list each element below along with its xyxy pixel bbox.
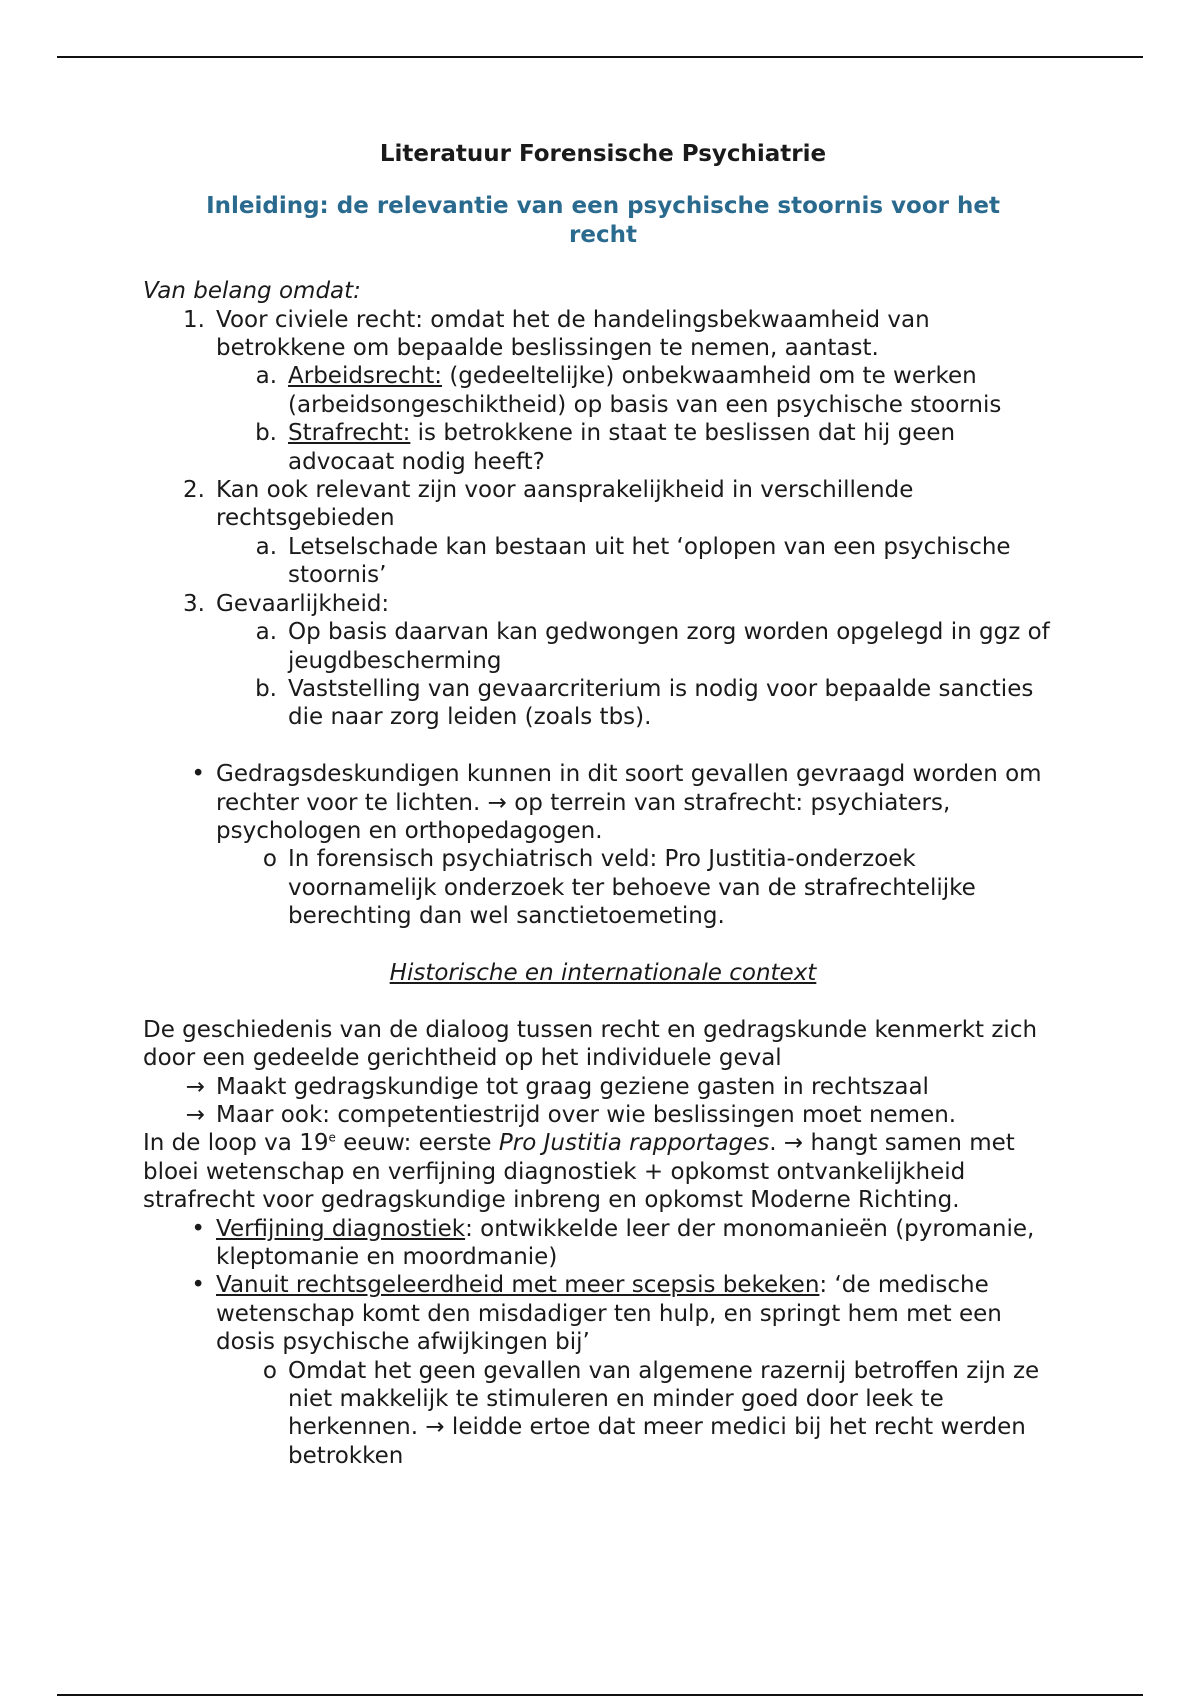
list-text: Voor civiele recht: omdat het de handelingsbekwaamheid van betrokkene om bepaalde beslissingen te nemen, aantast. — [216, 306, 930, 362]
sub-item-3b — [143, 675, 1063, 732]
list-marker: b. — [255, 675, 277, 702]
sub-item-3a — [143, 618, 1063, 675]
bullet-item-rechtsgeleerdheid — [143, 1271, 1063, 1356]
bullet-marker: • — [191, 761, 205, 788]
bullet-text: Gedragsdeskundigen kunnen in dit soort gevallen gevraagd worden om rechter voor te lichten. — [216, 761, 1042, 816]
spacer — [143, 732, 1063, 760]
arrow-icon: → — [487, 789, 507, 816]
section-title-history: Historische en internationale context — [389, 959, 817, 986]
bullet-marker: • — [191, 1215, 205, 1242]
sub-item-text: Letselschade kan bestaan uit het ‘oplopen van een psychische stoornis’ — [288, 533, 1011, 589]
list-marker: a. — [255, 619, 277, 646]
sub-item-label: Strafrecht: — [288, 420, 411, 447]
list-text: Kan ook relevant zijn voor aansprakelijkheid in verschillende rechtsgebieden — [216, 477, 914, 532]
loop-text: In de loop va 19 — [143, 1130, 329, 1157]
arrow-icon: → — [185, 1073, 205, 1100]
sub-bullet-pro-justitia — [143, 845, 1063, 930]
sub-item-2a — [143, 533, 1063, 590]
document-page — [143, 140, 1063, 1470]
bullet-label: Verfijning diagnostiek — [216, 1215, 466, 1242]
bullet-text: : ‘de medische wetenschap komt den misdadiger ten hulp, en springt hem met een dosis psychische afwijkingen bij’ — [216, 1272, 1002, 1356]
numbered-item-1 — [143, 306, 1063, 363]
list-marker: 2. — [183, 477, 205, 504]
numbered-item-3 — [143, 590, 1063, 618]
bullet-label: Vanuit rechtsgeleerdheid met meer scepsis bekeken — [216, 1272, 820, 1299]
sub-bullet-marker: o — [262, 1357, 277, 1384]
arrow-item-2 — [143, 1101, 1063, 1129]
sub-bullet-marker: o — [262, 846, 277, 873]
bullet-item-gedragsdeskundigen — [143, 760, 1063, 845]
numbered-item-2 — [143, 476, 1063, 533]
sub-bullet-text: In forensisch psychiatrisch veld: Pro Justitia-onderzoek voornamelijk onderzoek ter behoeve van de strafrechtelijke berechting dan wel sanctietoemeting. — [288, 846, 976, 930]
top-rule — [57, 56, 1143, 58]
list-marker: 1. — [183, 306, 205, 333]
history-paragraph: De geschiedenis van de dialoog tussen recht en gedragskunde kenmerkt zich door een gedeelde gerichtheid op het individuele geval — [143, 1016, 1038, 1072]
arrow-icon: → — [425, 1414, 445, 1441]
list-marker: b. — [255, 420, 277, 447]
bottom-rule — [57, 1694, 1143, 1696]
arrow-item-1 — [143, 1073, 1063, 1101]
superscript: e — [328, 1130, 336, 1145]
sub-bullet-text-cont: leidde ertoe dat meer medici bij het recht werden betrokken — [288, 1414, 1026, 1469]
loop-text: . — [769, 1130, 784, 1157]
bullet-marker: • — [191, 1272, 205, 1299]
loop-paragraph — [143, 1129, 1063, 1214]
arrow-item-text: Maar ook: competentiestrijd over wie beslissingen moet nemen. — [216, 1101, 957, 1128]
bullet-text-cont: op terrein van strafrecht: psychiaters, psychologen en orthopedagogen. — [216, 789, 951, 844]
arrow-item-text: Maakt gedragskundige tot graag geziene gasten in rechtszaal — [216, 1073, 929, 1100]
list-marker: 3. — [183, 590, 205, 617]
spacer — [143, 987, 1063, 1015]
loop-text: eeuw: eerste — [335, 1130, 499, 1157]
loop-text: hangt samen met bloei wetenschap en verfijning diagnostiek + opkomst ontvankelijkheid strafrecht voor gedragskundige inbreng en opkomst Moderne Richting. — [143, 1130, 1015, 1214]
arrow-icon: → — [783, 1130, 804, 1157]
sub-item-label: Arbeidsrecht: — [288, 363, 443, 390]
arrow-icon: → — [185, 1101, 205, 1128]
sub-item-text: is betrokkene in staat te beslissen dat hij geen advocaat nodig heeft? — [288, 420, 956, 475]
list-text: Gevaarlijkheid: — [216, 590, 390, 617]
intro-line: Van belang omdat: — [143, 278, 361, 305]
sub-item-text: Op basis daarvan kan gedwongen zorg worden opgelegd in ggz of jeugdbescherming — [288, 619, 1050, 674]
sub-item-text: Vaststelling van gevaarcriterium is nodig voor bepaalde sancties die naar zorg leiden (zoals tbs). — [288, 675, 1034, 731]
bullet-text: : ontwikkelde leer der monomanieën (pyromanie, kleptomanie en moordmanie) — [216, 1215, 1035, 1270]
sub-item-text: (gedeeltelijke) onbekwaamheid om te werken (arbeidsongeschiktheid) op basis van een psychische stoornis — [288, 363, 1002, 418]
list-marker: a. — [255, 533, 277, 560]
document-title: Literatuur Forensische Psychiatrie — [379, 141, 827, 167]
sub-bullet-text: Omdat het geen gevallen van algemene razernij betroffen zijn ze niet makkelijk te stimuleren en minder goed door leek te herkennen. — [288, 1357, 1040, 1441]
sub-bullet-razernij — [143, 1357, 1063, 1471]
section-heading: Inleiding: de relevantie van een psychische stoornis voor het recht — [206, 193, 1000, 248]
list-marker: a. — [255, 363, 277, 390]
sub-item-1b — [143, 419, 1063, 476]
loop-italic: Pro Justitia rapportages — [498, 1130, 770, 1157]
bullet-item-verfijning — [143, 1215, 1063, 1272]
spacer — [143, 931, 1063, 959]
sub-item-1a — [143, 362, 1063, 419]
